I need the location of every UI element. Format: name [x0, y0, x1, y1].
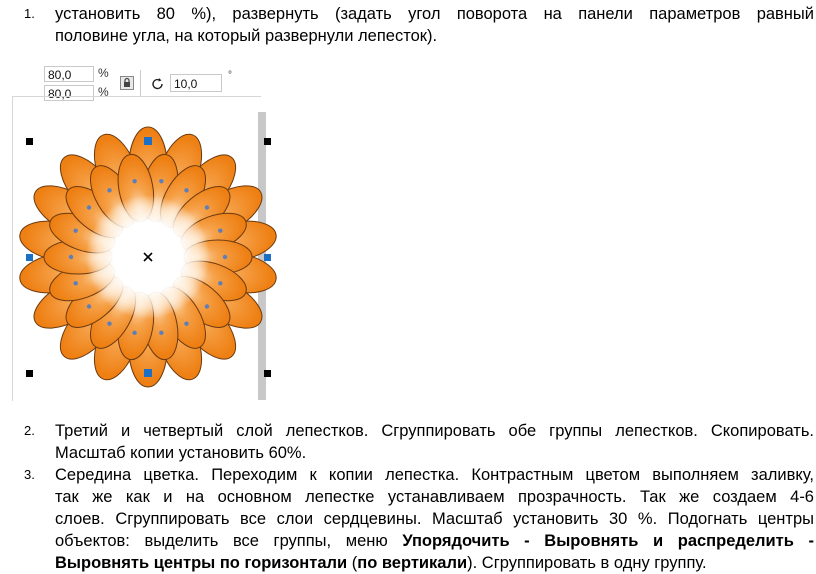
petal-node[interactable]: [132, 331, 136, 335]
scale-width-field[interactable]: 80,0: [44, 66, 94, 82]
scale-width-unit: %: [98, 66, 109, 80]
menu-path-arrange: Упорядочить - Выровнять и распределить -: [402, 532, 814, 550]
step-1-line-2: половине угла, на который развернули лепесток).: [55, 27, 438, 45]
step-1-number: 1.: [24, 6, 35, 21]
step-1-line-1: установить 80 %), развернуть (задать угол поворота на панели параметров равный: [55, 5, 814, 23]
petal-node[interactable]: [205, 304, 209, 308]
petal-node[interactable]: [184, 188, 188, 192]
petal-node[interactable]: [218, 281, 222, 285]
step-3-line-5-end: ). Сгруппировать в одну группу.: [467, 554, 707, 572]
selection-handle-bottom-right[interactable]: [264, 370, 271, 377]
step-2-line-1: Третий и четвертый слой лепестков. Сгруппировать обе группы лепестков. Скопировать.: [55, 422, 814, 440]
petal-node[interactable]: [107, 188, 111, 192]
petal-node[interactable]: [87, 205, 91, 209]
petal-node[interactable]: [107, 321, 111, 325]
petal-node[interactable]: [218, 228, 222, 232]
scale-height-field[interactable]: 80,0: [44, 85, 94, 101]
petal-node[interactable]: [73, 228, 77, 232]
petal-node[interactable]: [159, 179, 163, 183]
step-3-text: [55, 464, 814, 574]
petal-node[interactable]: [87, 304, 91, 308]
step-2-number: 2.: [24, 423, 35, 438]
step-3-number: 3.: [24, 467, 35, 482]
selection-handle-bottom-left[interactable]: [26, 370, 33, 377]
petal-node[interactable]: [205, 205, 209, 209]
selection-handle-top-left[interactable]: [26, 138, 33, 145]
menu-path-align-vertical: по вертикали: [357, 554, 468, 572]
menu-path-align-horizontal: Выровнять центры по горизонтали: [55, 554, 348, 572]
petal-node[interactable]: [73, 281, 77, 285]
step-3-line-1: Середина цветка. Переходим к копии лепестка. Контрастным цветом выполняем заливку,: [55, 466, 814, 484]
selection-handle-left[interactable]: [26, 254, 33, 261]
step-3-paren-open: (: [347, 554, 358, 572]
step-3-line-5: [55, 552, 814, 574]
petal-node[interactable]: [69, 255, 73, 259]
selection-handle-top-right[interactable]: [264, 138, 271, 145]
rotation-angle-unit: °: [228, 70, 232, 81]
step-2-line-2: Масштаб копии установить 60%.: [55, 444, 307, 462]
step-2-text: [55, 420, 814, 464]
petal-node[interactable]: [223, 255, 227, 259]
selection-handle-top[interactable]: [144, 137, 152, 145]
step-3-line-4-text: объектов: выделить все группы, меню: [55, 532, 403, 550]
petal-node[interactable]: [132, 179, 136, 183]
rotation-angle-field[interactable]: 10,0: [170, 74, 222, 92]
selection-handle-bottom[interactable]: [144, 369, 152, 377]
petal-node[interactable]: [159, 331, 163, 335]
step-3-line-2: так же как и на основном лепестке устанавливаем прозрачность. Так же создаем 4-6: [55, 488, 814, 506]
scale-height-unit: %: [98, 85, 109, 99]
selection-handle-right[interactable]: [264, 254, 271, 261]
step-3-line-4: [55, 530, 814, 552]
petal-node[interactable]: [184, 321, 188, 325]
step-3-line-3: слоев. Сгруппировать все слои сердцевины. Масштаб установить 30 %. Подогнать центры: [55, 510, 814, 528]
